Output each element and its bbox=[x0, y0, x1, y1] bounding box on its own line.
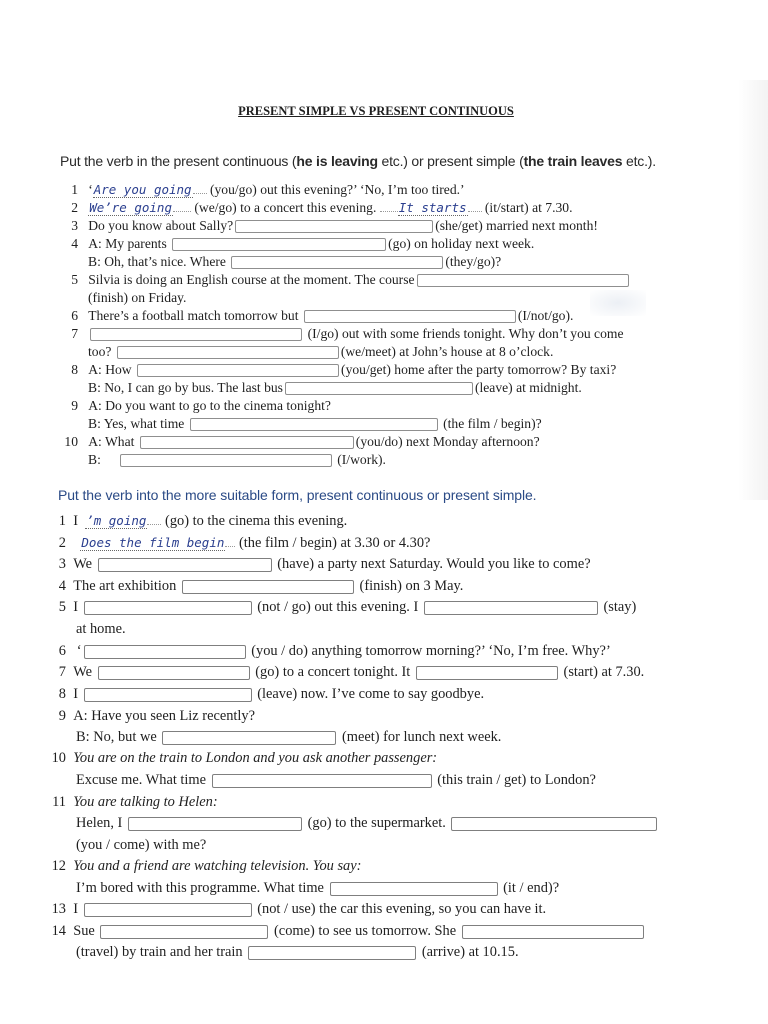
ex1-item-3 bbox=[64, 217, 598, 234]
item-text: (I/work). bbox=[337, 452, 386, 467]
item-text: (arrive) at 10.15. bbox=[421, 944, 519, 960]
item-number: 2 bbox=[71, 200, 78, 215]
item-text: Helen, I bbox=[76, 815, 123, 831]
item-text: (finish) on 3 May. bbox=[359, 578, 464, 594]
item-number: 7 bbox=[58, 664, 66, 680]
worksheet-title: PRESENT SIMPLE VS PRESENT CONTINUOUS bbox=[238, 104, 514, 118]
ex2-item-8 bbox=[58, 685, 484, 703]
item-number: 6 bbox=[58, 643, 66, 659]
ex2-item-2 bbox=[58, 534, 430, 552]
ex2-item-9b bbox=[76, 728, 501, 746]
item-text: I bbox=[73, 686, 78, 702]
item-text: (we/meet) at John’s house at 8 o’clock. bbox=[340, 344, 554, 359]
ex1-item-8 bbox=[64, 361, 616, 378]
answer-input[interactable] bbox=[140, 436, 354, 449]
item-number: 9 bbox=[58, 708, 66, 724]
answer-input[interactable] bbox=[212, 774, 432, 788]
item-text: (it / end)? bbox=[503, 880, 560, 896]
dotted-line bbox=[147, 513, 161, 525]
answer-input[interactable] bbox=[416, 666, 558, 680]
ex2-item-14b bbox=[76, 943, 519, 961]
item-text: I bbox=[73, 513, 78, 529]
instr-text: Put the verb in the present continuous ( bbox=[60, 153, 297, 169]
answer-input[interactable] bbox=[84, 688, 252, 702]
answer-input[interactable] bbox=[417, 274, 629, 287]
scan-smudge bbox=[590, 290, 646, 316]
answer-handwritten: We’re going bbox=[89, 200, 172, 215]
item-text: A: Have you seen Liz recently? bbox=[73, 708, 256, 724]
ex1-item-9 bbox=[64, 397, 331, 414]
item-number: 12 bbox=[51, 858, 66, 874]
answer-input[interactable] bbox=[451, 817, 657, 831]
ex2-item-10 bbox=[50, 749, 437, 767]
item-number: 5 bbox=[58, 599, 66, 615]
ex2-item-14 bbox=[50, 922, 646, 940]
ex1-item-9b bbox=[88, 415, 542, 432]
quote-mark: ‘ bbox=[88, 182, 93, 197]
ex2-item-5 bbox=[58, 598, 636, 616]
ex2-item-7 bbox=[58, 663, 644, 681]
item-text: B: No, but we bbox=[76, 729, 157, 745]
item-text: (you/do) next Monday afternoon? bbox=[355, 434, 540, 449]
item-number: 11 bbox=[52, 794, 66, 810]
item-number: 6 bbox=[71, 308, 78, 323]
item-text: A: Do you want to go to the cinema tonight? bbox=[88, 398, 331, 413]
instr-example: he is leaving bbox=[296, 153, 378, 169]
item-number: 14 bbox=[51, 923, 66, 939]
dotted-line bbox=[468, 200, 482, 212]
item-number: 9 bbox=[71, 398, 78, 413]
ex1-item-4 bbox=[64, 235, 534, 252]
item-text: (I/go) out with some friends tonight. Why don’t you come bbox=[307, 326, 624, 341]
ex2-item-1 bbox=[58, 512, 347, 530]
item-text: (finish) on Friday. bbox=[88, 290, 187, 305]
item-text: A: What bbox=[88, 434, 135, 449]
answer-input[interactable] bbox=[182, 580, 354, 594]
answer-input[interactable] bbox=[235, 220, 433, 233]
item-number: 5 bbox=[71, 272, 78, 287]
item-text: (not / use) the car this evening, so you can have it. bbox=[257, 901, 547, 917]
instr-text: etc.). bbox=[622, 153, 656, 169]
ex1-item-1 bbox=[64, 181, 465, 198]
ex2-item-6 bbox=[58, 642, 611, 660]
ex2-item-4 bbox=[58, 577, 463, 595]
dotted-line bbox=[225, 535, 235, 547]
item-text: We bbox=[73, 664, 93, 680]
item-text: (you/go) out this evening?’ ‘No, I’m too tired.’ bbox=[209, 182, 465, 197]
instr-text: etc.) or present simple ( bbox=[377, 153, 524, 169]
item-text: A: How bbox=[88, 362, 132, 377]
item-text: (this train / get) to London? bbox=[437, 772, 596, 788]
answer-input[interactable] bbox=[90, 328, 302, 341]
ex2-item-13 bbox=[50, 900, 546, 918]
ex1-item-4b bbox=[88, 253, 501, 270]
item-text: A: My parents bbox=[88, 236, 167, 251]
answer-input[interactable] bbox=[128, 817, 302, 831]
page-edge-shadow bbox=[738, 80, 768, 500]
ex2-item-12 bbox=[50, 857, 361, 875]
answer-handwritten: It starts bbox=[398, 200, 467, 215]
item-number: 8 bbox=[71, 362, 78, 377]
item-text: (meet) for lunch next week. bbox=[341, 729, 502, 745]
item-text: B: Yes, what time bbox=[88, 416, 185, 431]
item-text: (go) to the supermarket. bbox=[307, 815, 446, 831]
item-text: (have) a party next Saturday. Would you like to come? bbox=[277, 556, 591, 572]
answer-input[interactable] bbox=[98, 666, 250, 680]
item-text: I bbox=[73, 901, 78, 917]
item-text: B: No, I can go by bus. The last bus bbox=[88, 380, 283, 395]
item-text: (we/go) to a concert this evening. bbox=[194, 200, 377, 215]
answer-input[interactable] bbox=[190, 418, 438, 431]
answer-input[interactable] bbox=[231, 256, 443, 269]
item-text: Sue bbox=[73, 923, 95, 939]
item-number: 10 bbox=[64, 434, 78, 449]
ex2-item-3 bbox=[58, 555, 591, 573]
item-text: (come) to see us tomorrow. She bbox=[274, 923, 457, 939]
dotted-line bbox=[173, 200, 191, 212]
item-text: (go) to the cinema this evening. bbox=[165, 513, 348, 529]
answer-handwritten: Does the film begin bbox=[81, 535, 225, 550]
dotted-line bbox=[193, 182, 207, 194]
item-text: The art exhibition bbox=[73, 578, 177, 594]
item-text: (leave) now. I’ve come to say goodbye. bbox=[257, 686, 485, 702]
ex2-item-11c bbox=[76, 836, 206, 854]
answer-input[interactable] bbox=[84, 645, 246, 659]
ex1-item-10 bbox=[64, 433, 540, 450]
item-situation: You and a friend are watching television. You say: bbox=[73, 858, 362, 874]
ex2-item-12b bbox=[76, 879, 559, 897]
item-number: 7 bbox=[71, 326, 78, 341]
ex2-item-10b bbox=[76, 771, 596, 789]
item-text: too? bbox=[88, 344, 112, 359]
item-text: I bbox=[73, 599, 78, 615]
answer-input[interactable] bbox=[84, 903, 252, 917]
ex1-item-5 bbox=[64, 271, 631, 288]
ex1-item-10b bbox=[88, 451, 386, 468]
item-number: 4 bbox=[58, 578, 66, 594]
item-text: (go) to a concert tonight. It bbox=[255, 664, 411, 680]
answer-input[interactable] bbox=[172, 238, 386, 251]
ex2-item-11b bbox=[76, 814, 659, 832]
ex2-item-5b bbox=[76, 620, 126, 638]
answer-input[interactable] bbox=[285, 382, 473, 395]
item-number: 4 bbox=[71, 236, 78, 251]
item-text: (you / do) anything tomorrow morning?’ ‘No, I’m free. Why?’ bbox=[251, 643, 611, 659]
answer-input[interactable] bbox=[98, 558, 272, 572]
ex1-item-2 bbox=[64, 199, 573, 216]
ex1-item-7 bbox=[64, 325, 624, 342]
answer-input[interactable] bbox=[462, 925, 644, 939]
item-text: (they/go)? bbox=[445, 254, 502, 269]
item-text: (you / come) with me? bbox=[76, 837, 207, 853]
item-text: (leave) at midnight. bbox=[474, 380, 582, 395]
answer-input[interactable] bbox=[330, 882, 498, 896]
exercise2-instructions: Put the verb into the more suitable form, present continuous or present simple. bbox=[58, 487, 537, 503]
item-text: B: Oh, that’s nice. Where bbox=[88, 254, 226, 269]
quote-mark: ‘ bbox=[76, 643, 82, 659]
item-text: (she/get) married next month! bbox=[435, 218, 598, 233]
exercise1-instructions bbox=[60, 153, 656, 169]
answer-input[interactable] bbox=[120, 454, 332, 467]
item-number: 10 bbox=[51, 750, 66, 766]
instr-example: the train leaves bbox=[523, 153, 623, 169]
item-text: Do you know about Sally? bbox=[88, 218, 234, 233]
answer-handwritten: ’m going bbox=[86, 513, 147, 528]
item-number: 2 bbox=[58, 535, 66, 551]
item-text: B: bbox=[88, 452, 101, 467]
item-text: (not / go) out this evening. I bbox=[257, 599, 419, 615]
item-text: (travel) by train and her train bbox=[76, 944, 243, 960]
item-text: (the film / begin) at 3.30 or 4.30? bbox=[239, 535, 431, 551]
answer-input[interactable] bbox=[117, 346, 339, 359]
item-text: (it/start) at 7.30. bbox=[484, 200, 573, 215]
item-number: 8 bbox=[58, 686, 66, 702]
ex2-item-11 bbox=[50, 793, 218, 811]
answer-input[interactable] bbox=[137, 364, 339, 377]
dotted-line bbox=[380, 200, 398, 212]
item-number: 1 bbox=[71, 182, 78, 197]
item-text: (I/not/go). bbox=[517, 308, 574, 323]
answer-handwritten: Are you going bbox=[93, 182, 192, 197]
item-number: 3 bbox=[71, 218, 78, 233]
item-number: 13 bbox=[51, 901, 66, 917]
ex1-item-7b bbox=[88, 343, 553, 360]
answer-input[interactable] bbox=[304, 310, 516, 323]
item-text: (stay) bbox=[603, 599, 637, 615]
answer-input[interactable] bbox=[424, 601, 598, 615]
answer-input[interactable] bbox=[84, 601, 252, 615]
item-situation: You are on the train to London and you ask another passenger: bbox=[73, 750, 438, 766]
ex2-item-9 bbox=[58, 707, 255, 725]
item-text: (you/get) home after the party tomorrow? By taxi? bbox=[341, 362, 617, 377]
item-text: Excuse me. What time bbox=[76, 772, 207, 788]
item-text: Silvia is doing an English course at the moment. The course bbox=[88, 272, 415, 287]
answer-input[interactable] bbox=[248, 946, 416, 960]
item-text: There’s a football match tomorrow but bbox=[88, 308, 299, 323]
answer-input[interactable] bbox=[162, 731, 336, 745]
item-text: I’m bored with this programme. What time bbox=[76, 880, 324, 896]
answer-input[interactable] bbox=[100, 925, 268, 939]
item-text: (the film / begin)? bbox=[443, 416, 542, 431]
item-text: We bbox=[73, 556, 93, 572]
ex1-item-6 bbox=[64, 307, 573, 324]
ex1-item-8b bbox=[88, 379, 582, 396]
item-text: at home. bbox=[76, 621, 126, 637]
item-number: 1 bbox=[58, 513, 66, 529]
item-situation: You are talking to Helen: bbox=[73, 794, 218, 810]
item-text: (start) at 7.30. bbox=[563, 664, 645, 680]
item-text: (go) on holiday next week. bbox=[388, 236, 535, 251]
ex1-item-5b bbox=[88, 289, 186, 306]
item-number: 3 bbox=[58, 556, 66, 572]
